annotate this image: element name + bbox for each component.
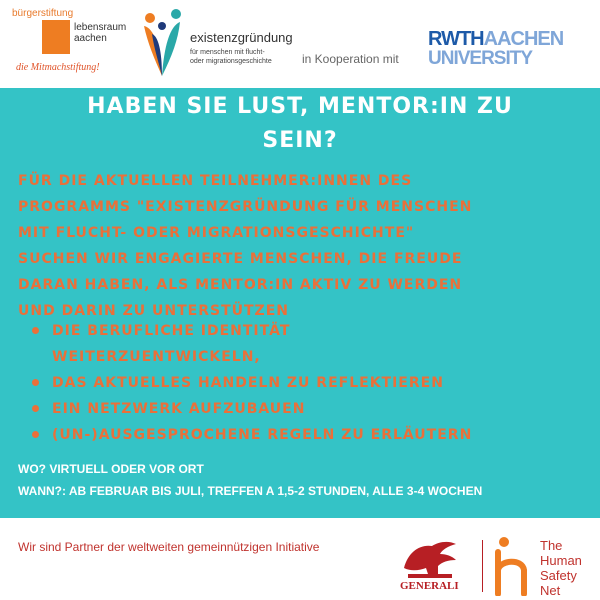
cooperation-text: in Kooperation mit — [302, 52, 399, 66]
list-item — [30, 370, 590, 396]
intro-text — [18, 168, 593, 324]
winged-lion-icon — [398, 538, 462, 580]
header — [0, 0, 600, 88]
bullet-dot-icon — [32, 405, 39, 412]
bullet-dot-icon — [32, 327, 39, 334]
people-figures-icon — [140, 6, 186, 80]
human-safety-net-text — [540, 538, 582, 598]
existenzgruendung-title: existenzgründung — [190, 30, 293, 45]
list-item — [30, 396, 590, 422]
existenzgruendung-subtitle — [190, 48, 272, 66]
generali-name: GENERALI — [400, 580, 459, 592]
intro-line: FÜR DIE AKTUELLEN TEILNEHMER:INNEN DES — [18, 173, 413, 189]
existenzgruendung-logo — [140, 6, 300, 80]
footer — [0, 518, 600, 600]
buergerstiftung-orange-block — [42, 20, 70, 54]
hsn-line2: Human — [540, 553, 582, 568]
buergerstiftung-top-text: bürgerstiftung — [12, 8, 74, 19]
intro-line: MIT FLUCHT- ODER MIGRATIONSGESCHICHTE" — [18, 225, 415, 241]
existenzgruendung-subtitle-line2: oder migrationsgeschichte — [190, 58, 272, 65]
hsn-line1: The — [540, 538, 563, 553]
bullet-dot-icon — [32, 431, 39, 438]
logo-divider — [482, 540, 483, 592]
buergerstiftung-logo — [12, 6, 127, 80]
list-item — [30, 422, 590, 448]
headline-line2: SEIN? — [262, 128, 338, 153]
intro-line: UND DARIN ZU UNTERSTÜTZEN — [18, 303, 289, 319]
hsn-line3: Safety — [540, 568, 577, 583]
bullet-dot-icon — [32, 379, 39, 386]
list-item — [30, 318, 590, 370]
list-item-line1: (UN-)AUSGESPROCHENE REGELN ZU ERLÄUTERN — [52, 427, 473, 443]
rwth-logo — [428, 28, 568, 72]
buergerstiftung-tagline: die Mitmachstiftung! — [16, 62, 100, 73]
rwth-logo-rwth: RWTH — [428, 28, 484, 50]
when-text: WANN?: AB FEBRUAR BIS JULI, TREFFEN A 1,5-2 STUNDEN, ALLE 3-4 WOCHEN — [18, 484, 483, 498]
buergerstiftung-name-line1: lebensraum — [74, 22, 127, 33]
list-item-line1: EIN NETZWERK AUFZUBAUEN — [52, 401, 306, 417]
rwth-logo-aachen: AACHEN — [483, 28, 564, 50]
buergerstiftung-name — [74, 22, 126, 44]
hsn-line4: Net — [540, 583, 561, 598]
list-item-line2: WEITERZUENTWICKELN, — [52, 349, 261, 365]
intro-line: SUCHEN WIR ENGAGIERTE MENSCHEN, DIE FREUDE — [18, 251, 463, 267]
generali-logo — [398, 538, 468, 598]
headline — [20, 90, 580, 158]
buergerstiftung-name-line2: aachen — [74, 33, 107, 44]
list-item-line1: DAS AKTUELLES HANDELN ZU REFLEKTIEREN — [52, 375, 444, 391]
partner-text: Wir sind Partner der weltweiten gemeinnützigen Initiative — [18, 540, 320, 554]
where-text: WO? VIRTUELL ODER VOR ORT — [18, 462, 204, 476]
details — [18, 458, 593, 502]
human-safety-net-logo — [492, 536, 600, 598]
main-panel — [0, 88, 600, 518]
intro-line: PROGRAMMS "EXISTENZGRÜNDUNG FÜR MENSCHEN — [18, 199, 473, 215]
bullet-list — [30, 318, 590, 448]
list-item-line1: DIE BERUFLICHE IDENTITÄT — [52, 323, 291, 339]
headline-line1: HABEN SIE LUST, MENTOR:IN ZU — [87, 94, 513, 119]
existenzgruendung-subtitle-line1: für menschen mit flucht- — [190, 49, 265, 56]
human-safety-net-h-icon — [492, 536, 536, 596]
rwth-logo-university: UNIVERSITY — [428, 48, 533, 69]
intro-line: DARAN HABEN, ALS MENTOR:IN AKTIV ZU WERDEN — [18, 277, 463, 293]
